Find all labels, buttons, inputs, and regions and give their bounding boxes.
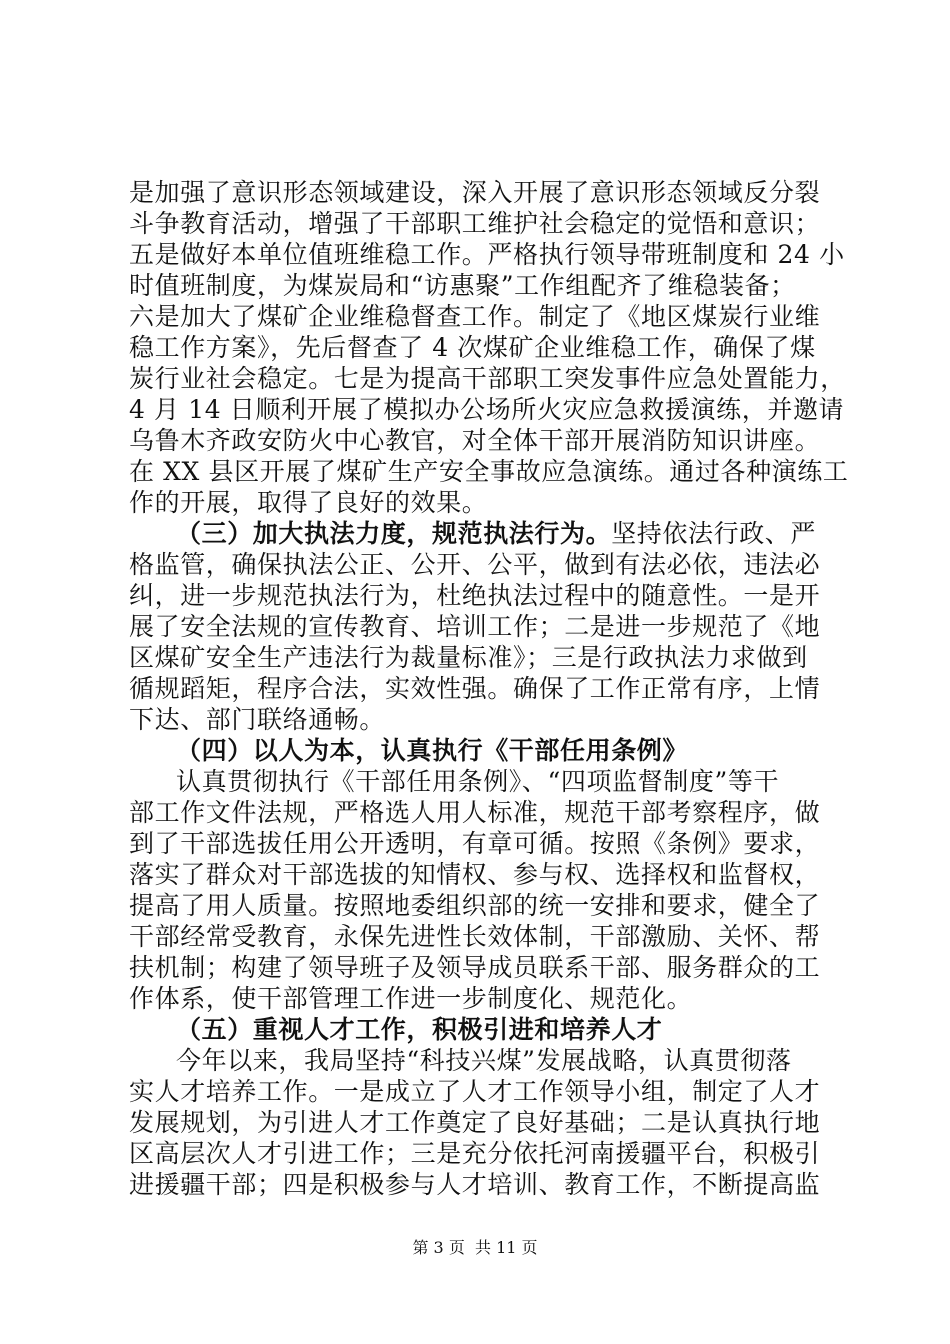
section-3-first-line-text: 坚持依法行政、严 [611, 519, 817, 548]
body-line: 六是加大了煤矿企业维稳督查工作。制定了《地区煤炭行业维 [129, 302, 821, 331]
body-line: 4 月 14 日顺利开展了模拟办公场所火灾应急救援演练，并邀请 [129, 395, 845, 424]
body-line: 发展规划，为引进人才工作奠定了良好基础；二是认真执行地 [129, 1108, 821, 1137]
body-line: 乌鲁木齐政安防火中心教官，对全体干部开展消防知识讲座。 [129, 426, 821, 455]
body-line: 五是做好本单位值班维稳工作。严格执行领导带班制度和 24 小 [129, 240, 845, 269]
body-line: 展了安全法规的宣传教育、培训工作；二是进一步规范了《地 [129, 612, 821, 641]
section-5-heading: （五）重视人才工作，积极引进和培养人才 [176, 1015, 663, 1044]
body-line: 是加强了意识形态领域建设，深入开展了意识形态领域反分裂 [129, 178, 821, 207]
body-line: 部工作文件法规，严格选人用人标准，规范干部考察程序，做 [129, 798, 821, 827]
section-3-first-line [176, 519, 876, 551]
body-line: 提高了用人质量。按照地委组织部的统一安排和要求，健全了 [129, 891, 821, 920]
body-line: 下达、部门联络通畅。 [129, 705, 386, 734]
body-line: 认真贯彻执行《干部任用条例》、“四项监督制度”等干 [176, 767, 780, 796]
body-line: 在 XX 县区开展了煤矿生产安全事故应急演练。通过各种演练工 [129, 457, 849, 486]
body-line: 斗争教育活动，增强了干部职工维护社会稳定的觉悟和意识； [129, 209, 821, 238]
body-line: 区煤矿安全生产违法行为裁量标准》；三是行政执法力求做到 [129, 643, 808, 672]
body-line: 实人才培养工作。一是成立了人才工作领导小组，制定了人才 [129, 1077, 821, 1106]
body-line: 时值班制度，为煤炭局和“访惠聚”工作组配齐了维稳装备； [129, 271, 796, 300]
body-line: 干部经常受教育，永保先进性长效体制，干部激励、关怀、帮 [129, 922, 821, 951]
body-line: 作体系，使干部管理工作进一步制度化、规范化。 [129, 984, 693, 1013]
body-line: 扶机制；构建了领导班子及领导成员联系干部、服务群众的工 [129, 953, 821, 982]
body-line: 进援疆干部；四是积极参与人才培训、教育工作，不断提高监 [129, 1170, 821, 1199]
body-line: 作的开展，取得了良好的效果。 [129, 488, 488, 517]
body-line: 区高层次人才引进工作；三是充分依托河南援疆平台，积极引 [129, 1139, 821, 1168]
body-line: 循规蹈矩，程序合法，实效性强。确保了工作正常有序，上情 [129, 674, 821, 703]
body-line: 格监管，确保执法公正、公开、公平，做到有法必依，违法必 [129, 550, 821, 579]
body-line: 纠，进一步规范执法行为，杜绝执法过程中的随意性。一是开 [129, 581, 821, 610]
body-line: 落实了群众对干部选拔的知情权、参与权、选择权和监督权， [129, 860, 821, 889]
body-line: 今年以来，我局坚持“科技兴煤”发展战略，认真贯彻落 [176, 1046, 792, 1075]
body-line: 稳工作方案》，先后督查了 4 次煤矿企业维稳工作，确保了煤 [129, 333, 816, 362]
body-line: 炭行业社会稳定。七是为提高干部职工突发事件应急处置能力， [129, 364, 846, 393]
body-line: 到了干部选拔任用公开透明，有章可循。按照《条例》要求， [129, 829, 821, 858]
section-4-heading: （四）以人为本，认真执行《干部任用条例》 [176, 736, 689, 765]
page-footer: 第 3 页 共 11 页 [412, 1238, 538, 1257]
section-3-heading: （三）加大执法力度，规范执法行为。 [176, 519, 612, 548]
